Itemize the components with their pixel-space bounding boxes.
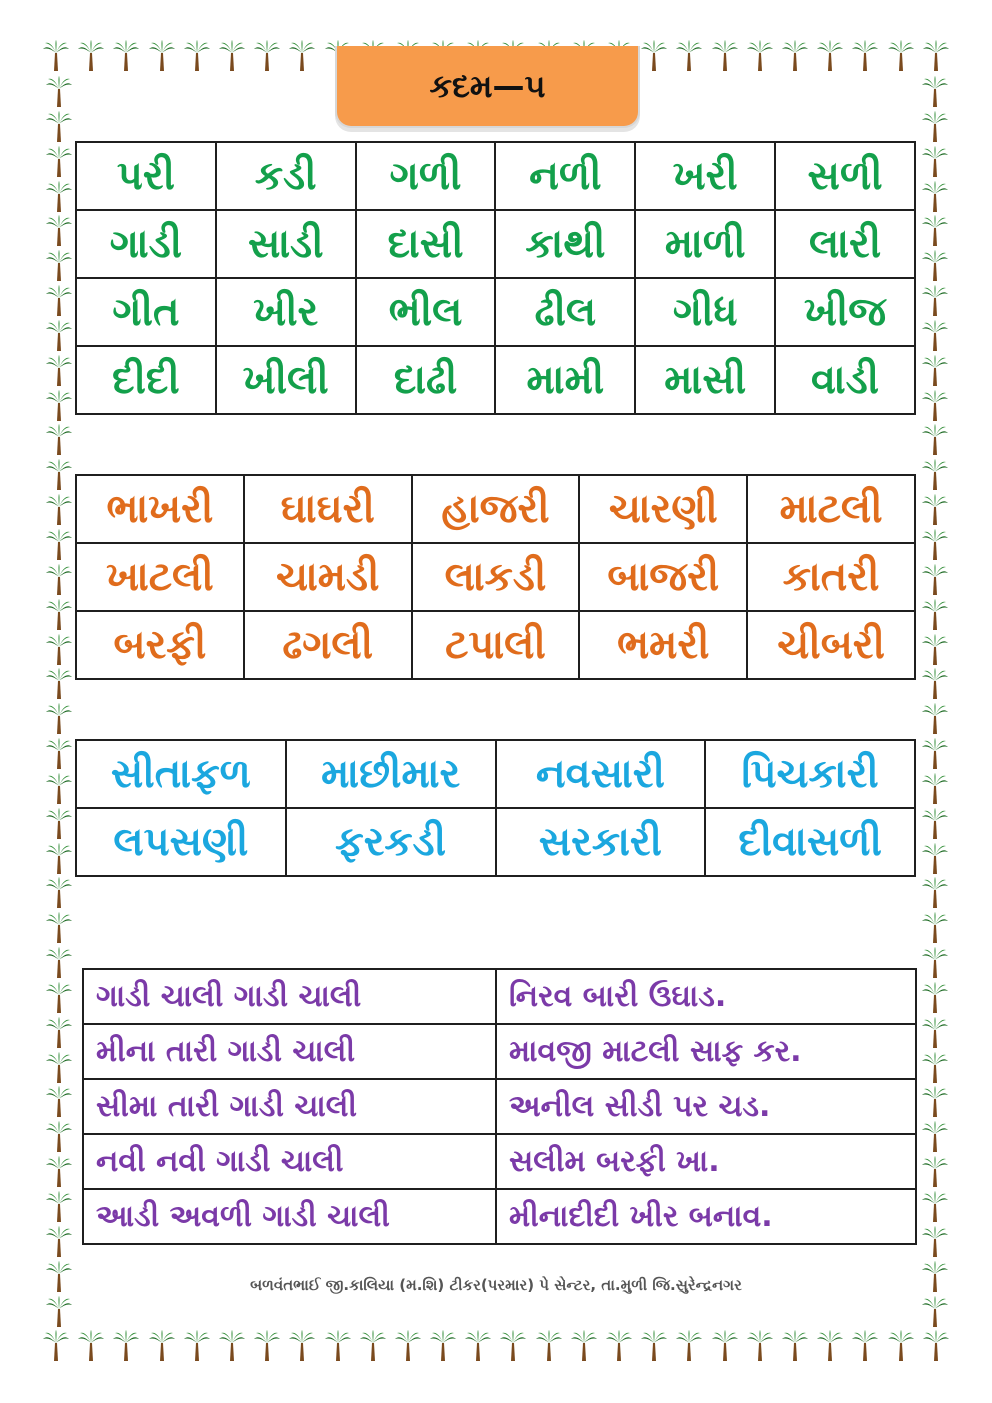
palm-tree-icon xyxy=(746,40,774,74)
palm-tree-icon xyxy=(359,1330,387,1364)
palm-tree-icon xyxy=(45,1086,73,1118)
palm-tree-icon xyxy=(921,424,949,456)
palm-tree-icon xyxy=(570,1330,598,1364)
palm-tree-icon xyxy=(816,1330,844,1364)
palm-tree-icon xyxy=(45,668,73,700)
palm-tree-icon xyxy=(711,40,739,74)
palm-tree-icon xyxy=(42,40,70,74)
word-cell: લાકડી xyxy=(412,543,580,611)
word-cell: દીદી xyxy=(76,346,216,414)
palm-tree-icon xyxy=(921,355,949,387)
palm-tree-icon xyxy=(45,390,73,422)
table-row xyxy=(83,969,916,1024)
palm-tree-icon xyxy=(921,1121,949,1153)
author-credit: બળવંતભાઈ જી.કાલિયા (મ.શિ) ટીકર(પરમાર) પે સેન્ટર, તા.મુળી જિ.સુરેન્દ્રનગર xyxy=(250,1276,742,1294)
word-cell: ઢીલ xyxy=(495,278,635,346)
palm-tree-icon xyxy=(218,40,246,74)
palm-tree-icon xyxy=(921,668,949,700)
word-cell: સરકારી xyxy=(496,808,706,876)
word-cell: સાડી xyxy=(216,210,356,278)
word-cell: ભમરી xyxy=(579,611,747,679)
palm-tree-icon xyxy=(921,146,949,178)
palm-tree-icon xyxy=(45,1156,73,1188)
palm-tree-icon xyxy=(288,1330,316,1364)
palm-tree-icon xyxy=(183,40,211,74)
palm-tree-icon xyxy=(253,1330,281,1364)
palm-tree-icon xyxy=(45,947,73,979)
title-banner xyxy=(335,46,640,128)
blue-word-table xyxy=(75,739,916,877)
palm-tree-icon xyxy=(781,40,809,74)
table-row xyxy=(76,346,915,414)
palm-tree-icon xyxy=(45,1191,73,1223)
palm-tree-icon xyxy=(45,320,73,352)
palm-tree-icon xyxy=(921,111,949,143)
palm-tree-icon xyxy=(921,808,949,840)
word-cell: બરફી xyxy=(76,611,244,679)
word-cell: માટલી xyxy=(747,475,915,543)
palm-tree-icon xyxy=(45,773,73,805)
palm-tree-icon xyxy=(921,947,949,979)
word-cell: કડી xyxy=(216,142,356,210)
sentence-cell: ગાડી ચાલી ગાડી ચાલી xyxy=(83,969,496,1024)
palm-tree-icon xyxy=(429,1330,457,1364)
table-row xyxy=(76,278,915,346)
table-row xyxy=(76,543,915,611)
palm-tree-icon xyxy=(77,1330,105,1364)
word-cell: પરી xyxy=(76,142,216,210)
sentence-cell: સીમા તારી ગાડી ચાલી xyxy=(83,1079,496,1134)
palm-tree-icon xyxy=(45,146,73,178)
palm-tree-icon xyxy=(921,1052,949,1084)
sentence-cell: નિરવ બારી ઉઘાડ. xyxy=(496,969,916,1024)
palm-tree-icon xyxy=(887,1330,915,1364)
word-cell: ગળી xyxy=(356,142,496,210)
word-cell: કાતરી xyxy=(747,543,915,611)
palm-tree-icon xyxy=(921,250,949,282)
palm-tree-icon xyxy=(45,285,73,317)
word-cell: લપસણી xyxy=(76,808,286,876)
word-cell: માળી xyxy=(635,210,775,278)
palm-tree-icon xyxy=(148,1330,176,1364)
palm-tree-icon xyxy=(921,1156,949,1188)
palm-tree-icon xyxy=(45,599,73,631)
palm-tree-icon xyxy=(605,1330,633,1364)
sentence-cell: આડી અવળી ગાડી ચાલી xyxy=(83,1189,496,1244)
palm-tree-icon xyxy=(921,1086,949,1118)
palm-tree-icon xyxy=(45,912,73,944)
palm-tree-icon xyxy=(183,1330,211,1364)
word-cell: ગીધ xyxy=(635,278,775,346)
palm-tree-icon xyxy=(921,529,949,561)
palm-tree-icon xyxy=(45,703,73,735)
sentence-cell: સલીમ બરફી ખા. xyxy=(496,1134,916,1189)
palm-tree-icon xyxy=(887,40,915,74)
palm-tree-icon xyxy=(112,1330,140,1364)
palm-tree-icon xyxy=(148,40,176,74)
sentence-cell: મીનાદીદી ખીર બનાવ. xyxy=(496,1189,916,1244)
table-row xyxy=(76,611,915,679)
palm-tree-icon xyxy=(781,1330,809,1364)
palm-tree-icon xyxy=(921,912,949,944)
word-cell: માછીમાર xyxy=(286,740,496,808)
word-cell: ચામડી xyxy=(244,543,412,611)
sentence-cell: માવજી માટલી સાફ કર. xyxy=(496,1024,916,1079)
palm-tree-icon xyxy=(851,1330,879,1364)
palm-tree-icon xyxy=(816,40,844,74)
palm-tree-icon xyxy=(675,40,703,74)
palm-tree-icon xyxy=(921,285,949,317)
palm-tree-icon xyxy=(218,1330,246,1364)
table-row xyxy=(76,808,915,876)
palm-tree-icon xyxy=(640,1330,668,1364)
word-cell: ફરકડી xyxy=(286,808,496,876)
palm-tree-icon xyxy=(921,634,949,666)
palm-tree-icon xyxy=(288,40,316,74)
table-row xyxy=(83,1189,916,1244)
table-row xyxy=(76,210,915,278)
palm-tree-icon xyxy=(499,1330,527,1364)
palm-tree-icon xyxy=(921,1191,949,1223)
palm-tree-icon xyxy=(921,494,949,526)
word-cell: ગીત xyxy=(76,278,216,346)
word-cell: ખીલી xyxy=(216,346,356,414)
word-cell: ભીલ xyxy=(356,278,496,346)
palm-tree-icon xyxy=(921,459,949,491)
word-cell: માસી xyxy=(635,346,775,414)
word-cell: લારી xyxy=(775,210,915,278)
table-row xyxy=(83,1024,916,1079)
sentence-cell: અનીલ સીડી પર ચડ. xyxy=(496,1079,916,1134)
word-cell: હાજરી xyxy=(412,475,580,543)
palm-tree-icon xyxy=(45,250,73,282)
word-cell: ખરી xyxy=(635,142,775,210)
palm-tree-icon xyxy=(921,1226,949,1258)
palm-tree-icon xyxy=(45,1017,73,1049)
palm-tree-icon xyxy=(921,564,949,596)
word-cell: દાઢી xyxy=(356,346,496,414)
palm-border-left xyxy=(42,76,76,1328)
page-title: કદમ—૫ xyxy=(429,66,546,105)
palm-tree-icon xyxy=(45,355,73,387)
palm-tree-icon xyxy=(253,40,281,74)
table-row xyxy=(83,1134,916,1189)
palm-tree-icon xyxy=(921,76,949,108)
table-row xyxy=(76,740,915,808)
palm-tree-icon xyxy=(45,877,73,909)
palm-tree-icon xyxy=(535,1330,563,1364)
word-cell: ગાડી xyxy=(76,210,216,278)
sentence-cell: મીના તારી ગાડી ચાલી xyxy=(83,1024,496,1079)
word-cell: ચારણી xyxy=(579,475,747,543)
palm-tree-icon xyxy=(324,1330,352,1364)
palm-tree-icon xyxy=(112,40,140,74)
palm-tree-icon xyxy=(921,1017,949,1049)
palm-tree-icon xyxy=(921,320,949,352)
palm-tree-icon xyxy=(45,738,73,770)
palm-tree-icon xyxy=(45,76,73,108)
word-cell: ટપાલી xyxy=(412,611,580,679)
palm-tree-icon xyxy=(394,1330,422,1364)
palm-tree-icon xyxy=(921,843,949,875)
word-cell: કાથી xyxy=(495,210,635,278)
table-row xyxy=(76,475,915,543)
palm-tree-icon xyxy=(45,982,73,1014)
palm-tree-icon xyxy=(45,634,73,666)
word-cell: સળી xyxy=(775,142,915,210)
word-cell: ઘાઘરી xyxy=(244,475,412,543)
palm-tree-icon xyxy=(921,599,949,631)
sentence-cell: નવી નવી ગાડી ચાલી xyxy=(83,1134,496,1189)
palm-tree-icon xyxy=(746,1330,774,1364)
sentence-table xyxy=(82,968,917,1245)
palm-tree-icon xyxy=(42,1330,70,1364)
palm-tree-icon xyxy=(77,40,105,74)
palm-tree-icon xyxy=(45,459,73,491)
palm-tree-icon xyxy=(675,1330,703,1364)
palm-tree-icon xyxy=(922,40,950,74)
word-cell: પિચકારી xyxy=(705,740,915,808)
word-cell: મામી xyxy=(495,346,635,414)
word-cell: ભાખરી xyxy=(76,475,244,543)
palm-tree-icon xyxy=(921,982,949,1014)
palm-tree-icon xyxy=(921,738,949,770)
word-cell: નળી xyxy=(495,142,635,210)
word-cell: દાસી xyxy=(356,210,496,278)
palm-tree-icon xyxy=(464,1330,492,1364)
palm-tree-icon xyxy=(45,494,73,526)
word-cell: ચીબરી xyxy=(747,611,915,679)
palm-tree-icon xyxy=(45,1121,73,1153)
table-row xyxy=(76,142,915,210)
orange-word-table xyxy=(75,474,916,680)
palm-tree-icon xyxy=(921,703,949,735)
palm-tree-icon xyxy=(851,40,879,74)
palm-border-right xyxy=(918,76,952,1328)
word-cell: નવસારી xyxy=(496,740,706,808)
palm-tree-icon xyxy=(45,564,73,596)
palm-tree-icon xyxy=(45,424,73,456)
palm-tree-icon xyxy=(921,181,949,213)
word-cell: વાડી xyxy=(775,346,915,414)
palm-tree-icon xyxy=(45,1052,73,1084)
palm-tree-icon xyxy=(921,877,949,909)
palm-tree-icon xyxy=(921,1296,949,1328)
palm-tree-icon xyxy=(45,181,73,213)
palm-tree-icon xyxy=(45,808,73,840)
palm-border-bottom xyxy=(42,1330,950,1364)
palm-tree-icon xyxy=(45,529,73,561)
green-word-table xyxy=(75,141,916,415)
table-row xyxy=(83,1079,916,1134)
palm-tree-icon xyxy=(711,1330,739,1364)
word-cell: ઢગલી xyxy=(244,611,412,679)
palm-tree-icon xyxy=(45,1226,73,1258)
palm-tree-icon xyxy=(45,1296,73,1328)
palm-tree-icon xyxy=(640,40,668,74)
palm-tree-icon xyxy=(45,111,73,143)
palm-tree-icon xyxy=(921,215,949,247)
palm-tree-icon xyxy=(45,843,73,875)
word-cell: સીતાફળ xyxy=(76,740,286,808)
word-cell: દીવાસળી xyxy=(705,808,915,876)
palm-tree-icon xyxy=(922,1330,950,1364)
word-cell: ખાટલી xyxy=(76,543,244,611)
word-cell: બાજરી xyxy=(579,543,747,611)
palm-tree-icon xyxy=(921,390,949,422)
word-cell: ખીર xyxy=(216,278,356,346)
palm-tree-icon xyxy=(921,773,949,805)
word-cell: ખીજ xyxy=(775,278,915,346)
palm-tree-icon xyxy=(45,215,73,247)
